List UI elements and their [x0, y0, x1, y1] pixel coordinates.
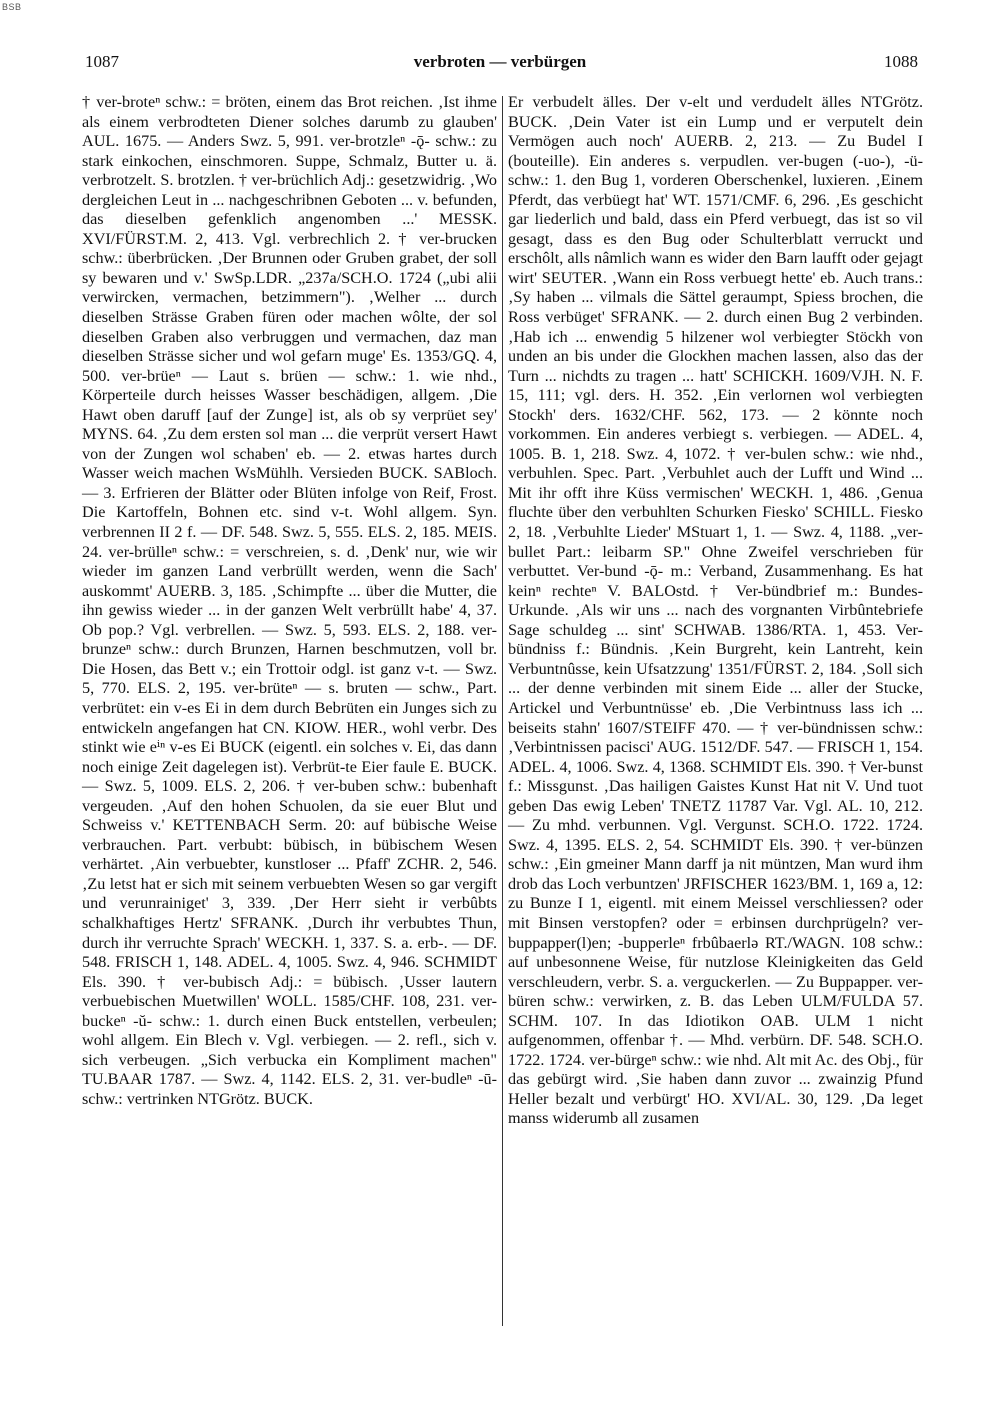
library-stamp: BSB	[2, 2, 22, 12]
page-number-left: 1087	[85, 52, 119, 71]
left-column	[82, 93, 497, 1109]
running-head: verbroten — verbürgen	[413, 52, 587, 71]
column-divider	[502, 96, 503, 1326]
page-number-right: 1088	[884, 52, 918, 71]
right-column	[508, 93, 923, 1129]
right-column-text: Er verbudelt älles. Der v-elt und verdudelt älles NTGrötz. BUCK. ‚Dein Vater ist ein Lump und er verputelt dein Vermögen auch noch' AUERB. 2, 213. — Zu Budel I (bouteille). Ein anderes s. verpudlen. ver-bugen (-uo-), -ü- schw.: 1. den Bug 1, vorderen Oberschenkel, luxieren. ‚Einem Pferdt, das verbüegt hat' WT. 1571/CMF. 6, 296. ‚Es geschicht gar liederlich und bald, dass ein Pferd verbuegt, das ist so vil gesagt, dass es den Bug oder Schulterblatt verruckt und erschôlt, alls nâmlich wann es wider den Barn laufft oder gejagt wirt' SEUTER. ‚Wann ein Ross verbuegt hette' eb. Auch trans.: ‚Sy haben ... vilmals die Sättel geraumpt, Spiess brochen, die Ross verbüget' SFRANK. — 2. durch einen Bug 2 verbinden. ‚Hab ich ... enwendig 5 hilzener wol verbiegter Stöckh von unden an bis under die Glockhen machen lassen, also das der Turn ... nichdts zu tragen ... hatt' SCHICKH. 1609/VJH. N. F. 15, 111; vgl. ders. H. 352. ‚Ein verlornen wol verbiegten Stockh' ders. 1632/CHF. 562, 173. — 2 könnte noch vorkommen. Ein anderes verbiegt s. verbiegen. — ADEL. 4, 1005. B. 1, 218. Swz. 4, 1072. † ver-bulen schw.: wie nhd., verbuhlen. Spec. Part. ‚Verbuhlet auch der Lufft und Wind ... Mit ihr offt ihre Küss vermischen' WECKH. 1, 486. ‚Genua fluchte über den verbuhlten Schurken Fiesko' SCHILL. Fiesko 2, 18. ‚Verbuhlte Lieder' MStuart 1, 1. — Swz. 4, 1188. „ver-bullet Part.: leibarm SP." Ohne Zweifel verschrieben für verbuttet. Ver-bund -ǭ- m.: Verband, Zusammenhang. Es hat keinⁿ rechteⁿ V. BALOstd. † Ver-bündbrief m.: Bundes-Urkunde. ‚Als wir uns ... nach des vorgnanten Virbûntebriefe Sage schuldeg ... sint' SCHWAB. 1386/RTA. 1, 453. Ver-bündniss f.: Bündnis. ‚Kein Burgreht, kein Lantreht, kein Verbuntnûsse, kein Ufsatzzung' 1351/FÜRST. 2, 184. ‚Soll sich ... der denne verbinden mit sinem Eide ... aller der Stucke, Artickel und Verbuntnüsse' eb. ‚Die Verbintnuss lass ich ... beiseits stahn' 1607/STEIFF 470. — † ver-bündnissen schw.: ‚Verbintnissen pacisci' AUG. 1512/DF. 547. — FRISCH 1, 154. ADEL. 4, 1006. Swz. 4, 1368. SCHMIDT Els. 390. † Ver-bunst f.: Missgunst. ‚Das hailigen Gaistes Kunst Hat nit V. Und tuot geben Das ewig Leben' TNETZ 11787 Var. Vgl. AL. 10, 212. — Zu mhd. verbunnen. Vgl. Vergunst. SCH.O. 1722. 1724. Swz. 4, 1395. ELS. 2, 54. SCHMIDT Els. 390. † ver-bünzen schw.: ‚Ein gmeiner Mann darff ja nit müntzen, Man wurd ihm drob das Loch verbuntzen' JRFISCHER 1623/BM. 1, 169 a, 12: zu Bunze I 1, eigentl. mit einem Meissel verschliessen? oder mit Binsen verstopfen? oder = erbinsen durchprügeln? ver-buppapper(l)en; -bupperleⁿ frbûbaerlə RT./WAGN. 108 schw.: auf unbesonnene Weise, für nutzlose Kleinigkeiten das Geld verschleudern, verbr. S. a. verguckerlen. — Zu Buppapper. ver-büren schw.: verwirken, z. B. das Leben ULM/FULDA 57. SCHM. 107. In das Idiotikon OAB. ULM 1 nicht aufgenommen, offenbar †. — Mhd. verbürn. DF. 548. SCH.O. 1722. 1724. ver-bürgeⁿ schw.: wie nhd. Alt mit Ac. des Obj., für das gebürgt wird. ‚Sie haben dann zuvor ... zwainzig Pfund Heller bezalt und verbürgt' HO. XVI/AL. 30, 129. ‚Da leget manss widerumb all zusamen	[508, 93, 923, 1128]
left-column-text: † ver-broteⁿ schw.: = bröten, einem das Brot reichen. ‚Ist ihme als einem verbrodteten Diener solches darumb zu glauben' AUL. 1675. — Anders Swz. 5, 991. ver-brotzleⁿ -ǭ- schw.: zu stark einkochen, einschmoren. Suppe, Schmalz, Butter u. ä. verbrotzelt. S. brotzlen. † ver-brüchlich Adj.: gesetzwidrig. ‚Wo dergleichen Leut in ... nachgeschribnen Geboten ... v. befunden, das dieselben gefenklich angenomben ...' MESSK. XVI/FÜRST.M. 2, 413. Vgl. verbrechlich 2. † ver-brucken schw.: überbrücken. ‚Der Brunnen oder Gruben grabet, der soll sy bewaren und v.' SwSp.LDR. „237a/SCH.O. 1724 („ubi alii verwircken, vermachen, betzimmern"). ‚Welher ... durch dieselben Strässe Graben füren oder machen wôlte, der sol dieselben Graben also verbruggen und vermachen, daz man dieselben Strässe sicher und wol gefarn muge' Es. 1353/GQ. 4, 500. ver-brüeⁿ — Laut s. brüen — schw.: 1. wie nhd., Körperteile durch heisses Wasser beschädigen, allgem. ‚Die Hawt oben daruff [auf der Zunge] ist, als ob sy verprüet sey' MYNS. 64. ‚Zu dem ersten sol man ... die verprüt versert Hawt von der Zungen wol schaben' eb. — 2. etwas hartes durch Wasser weich machen WsMühlh. Versieden BUCK. SABloch. — 3. Erfrieren der Blätter oder Blüten infolge von Reif, Frost. Die Kartoffeln, Bohnen etc. sind v-t. Wohl allgem. Syn. verbrennen II 2 f. — DF. 548. Swz. 5, 555. ELS. 2, 185. MEIS. 24. ver-brülleⁿ schw.: = verschreien, s. d. ‚Denk' nur, wie wir wieder im ganzen Land verbrüllt werden, wenn die Sach' auskommt' AUERB. 3, 185. ‚Schimpfte ... über die Mutter, die ihn gewiss wieder ... in der ganzen Welt verbrüllt habe' 4, 37. Ob pop.? Vgl. verbrellen. — Swz. 5, 593. ELS. 2, 188. ver-brunzeⁿ schw.: durch Brunzen, Harnen beschmutzen, voll br. Die Hosen, das Bett v.; ein Trottoir odgl. ist ganz v-t. — Swz. 5, 770. ELS. 2, 195. ver-brüteⁿ — s. bruten — schw., Part. verbrütet: ein v-es Ei in dem durch Bebrüten ein Junges sich zu entwickeln angefangen hat CN. KIOW. HER., wohl verbr. Des stinkt wie eⁱⁿ v-es Ei BUCK (eigentl. ein solches v. Ei, das dann noch einige Zeit dagelegen ist). Verbrüt-te Eier faule E. BUCK. — Swz. 5, 1009. ELS. 2, 206. † ver-buben schw.: bubenhaft vergeuden. ‚Auf den hohen Schuolen, da sie euer Blut und Schweiss v.' KETTENBACH Serm. 20: auf bübische Weise verbrauchen. Part. verbubt: bübisch, in bübischem Wesen verhärtet. ‚Ain verbuebter, kunstloser ... Pfaff' ZCHR. 2, 546. ‚Zu letst hat er sich mit seinem verbuebten Wesen so gar vergift und verunrainiget' 3, 339. ‚Der Herr sieht ir verbûbts schalkhaftiges Hertz' SFRANK. ‚Durch ihr verbubtes Thun, durch ihr verruchte Sprach' WECKH. 1, 337. S. a. erb-. — DF. 548. FRISCH 1, 148. ADEL. 4, 1005. Swz. 4, 946. SCHMIDT Els. 390. † ver-bubisch Adj.: = bübisch. ‚Usser lautern verbuebischen Muetwillen' WOLL. 1585/CHF. 108, 231. ver-buckeⁿ -ŭ- schw.: 1. durch einen Buck entstellen, verbeulen; wohl allgem. Ein Blech v. Vgl. verbiegen. — 2. refl., sich v. sich verbeugen. „Sich verbucka ein Kompliment machen" TU.BAAR 1787. — Swz. 4, 1142. ELS. 2, 31. ver-budleⁿ -ū- schw.: vertrinken NTGrötz. BUCK.	[82, 93, 497, 1108]
